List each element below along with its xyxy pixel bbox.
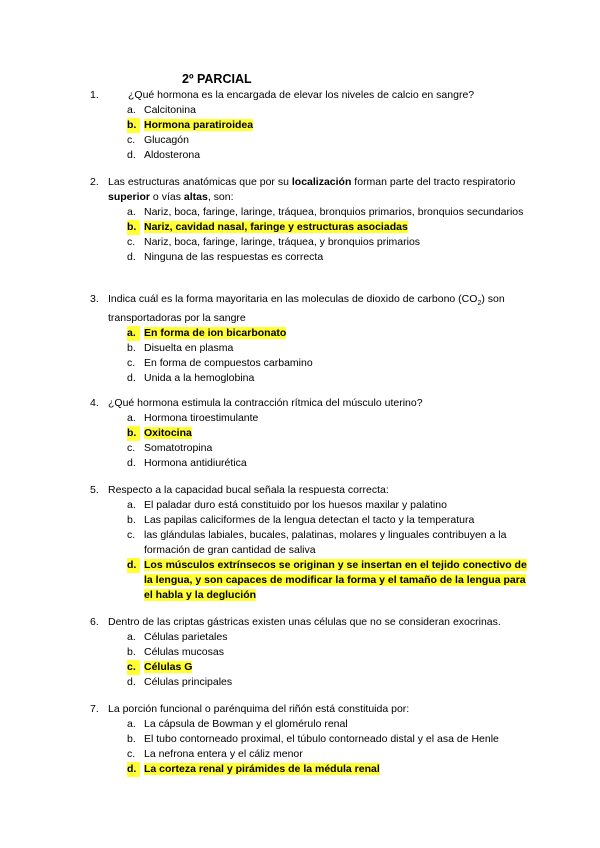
option-d-correct: d. La corteza renal y pirámides de la médula renal [127, 763, 380, 775]
question-text: Dentro de las criptas gástricas existen unas células que no se consideran exocrinas. [108, 616, 501, 628]
exam-title: 2º PARCIAL [182, 72, 252, 86]
question-number: 6. [90, 616, 99, 628]
option-a: a. Hormona tiroestimulante [127, 412, 259, 424]
option-c: c. Glucagón [127, 134, 189, 146]
question-text: Indica cuál es la forma mayoritaria en las moleculas de dioxido de carbono $(CO_2)$ son transportadoras por la sangre [108, 293, 505, 325]
question-5 [90, 483, 530, 603]
question-text: Respecto a la capacidad bucal señala la respuesta correcta: [108, 484, 389, 496]
option-b-correct: b. Hormona paratiroidea [127, 119, 254, 131]
option-c: c. Somatotropina [127, 442, 213, 454]
option-d: d. Aldosterona [127, 149, 201, 161]
option-c: c. las glándulas labiales, bucales, palatinas, molares y linguales contribuyen a la formación de gran cantidad de saliva [127, 529, 507, 556]
question-text: La porción funcional o parénquima del riñón está constituida por: [108, 703, 410, 715]
option-d: d. Células principales [127, 676, 233, 688]
question-number: 7. [90, 703, 99, 715]
option-a: a. Nariz, boca, faringe, laringe, tráquea, bronquios primarios, bronquios secundarios [127, 206, 524, 218]
option-d: d. Hormona antidiurética [127, 457, 247, 469]
question-text: ¿Qué hormona es la encargada de elevar los niveles de calcio en sangre? [128, 89, 475, 101]
question-number: 1. [90, 89, 99, 101]
option-b-correct: b. Oxitocina [127, 427, 192, 439]
option-a: a. La cápsula de Bowman y el glomérulo renal [127, 718, 348, 730]
question-number: 5. [90, 484, 99, 496]
option-a: a. El paladar duro está constituido por los huesos maxilar y palatino [127, 499, 447, 511]
option-a-correct: a. En forma de ion bicarbonato [127, 327, 287, 340]
question-2 [90, 175, 530, 265]
option-c: c. Nariz, boca, faringe, laringe, tráquea, y bronquios primarios [127, 236, 421, 248]
option-a: a. Células parietales [127, 631, 228, 643]
question-text: ¿Qué hormona estimula la contracción rítmica del músculo uterino? [108, 397, 423, 409]
question-1 [90, 88, 530, 163]
question-number: 2. [90, 176, 99, 188]
option-d: d. Ninguna de las respuestas es correcta [127, 251, 324, 263]
question-3 [90, 292, 530, 386]
option-b-correct: b. Nariz, cavidad nasal, faringe y estructuras asociadas [127, 221, 408, 233]
option-c: c. La nefrona entera y el cáliz menor [127, 748, 303, 760]
question-7 [90, 702, 530, 777]
option-c: c. En forma de compuestos carbamino [127, 357, 313, 370]
option-b: b. Disuelta en plasma [127, 342, 234, 355]
question-6 [90, 615, 530, 690]
option-a: a. Calcitonina [127, 104, 196, 116]
question-4 [90, 396, 530, 471]
option-c-correct: c. Células G [127, 661, 193, 673]
option-b: b. Las papilas caliciformes de la lengua detectan el tacto y la temperatura [127, 514, 475, 526]
question-number: 4. [90, 397, 99, 409]
option-d: d. Unida a la hemoglobina [127, 372, 255, 385]
question-text: Las estructuras anatómicas que por su localización forman parte del tracto respiratorio superior o vías altas, son: [108, 176, 516, 203]
option-d-correct: d. Los músculos extrínsecos se originan y se insertan en el tejido conectivo de la lengua, y son capaces de modificar la forma y el tamaño de la lengua para el habla y la deglución [127, 559, 527, 601]
option-b: b. El tubo contorneado proximal, el túbulo contorneado distal y el asa de Henle [127, 733, 499, 745]
question-number: 3. [90, 293, 99, 305]
option-b: b. Células mucosas [127, 646, 224, 658]
